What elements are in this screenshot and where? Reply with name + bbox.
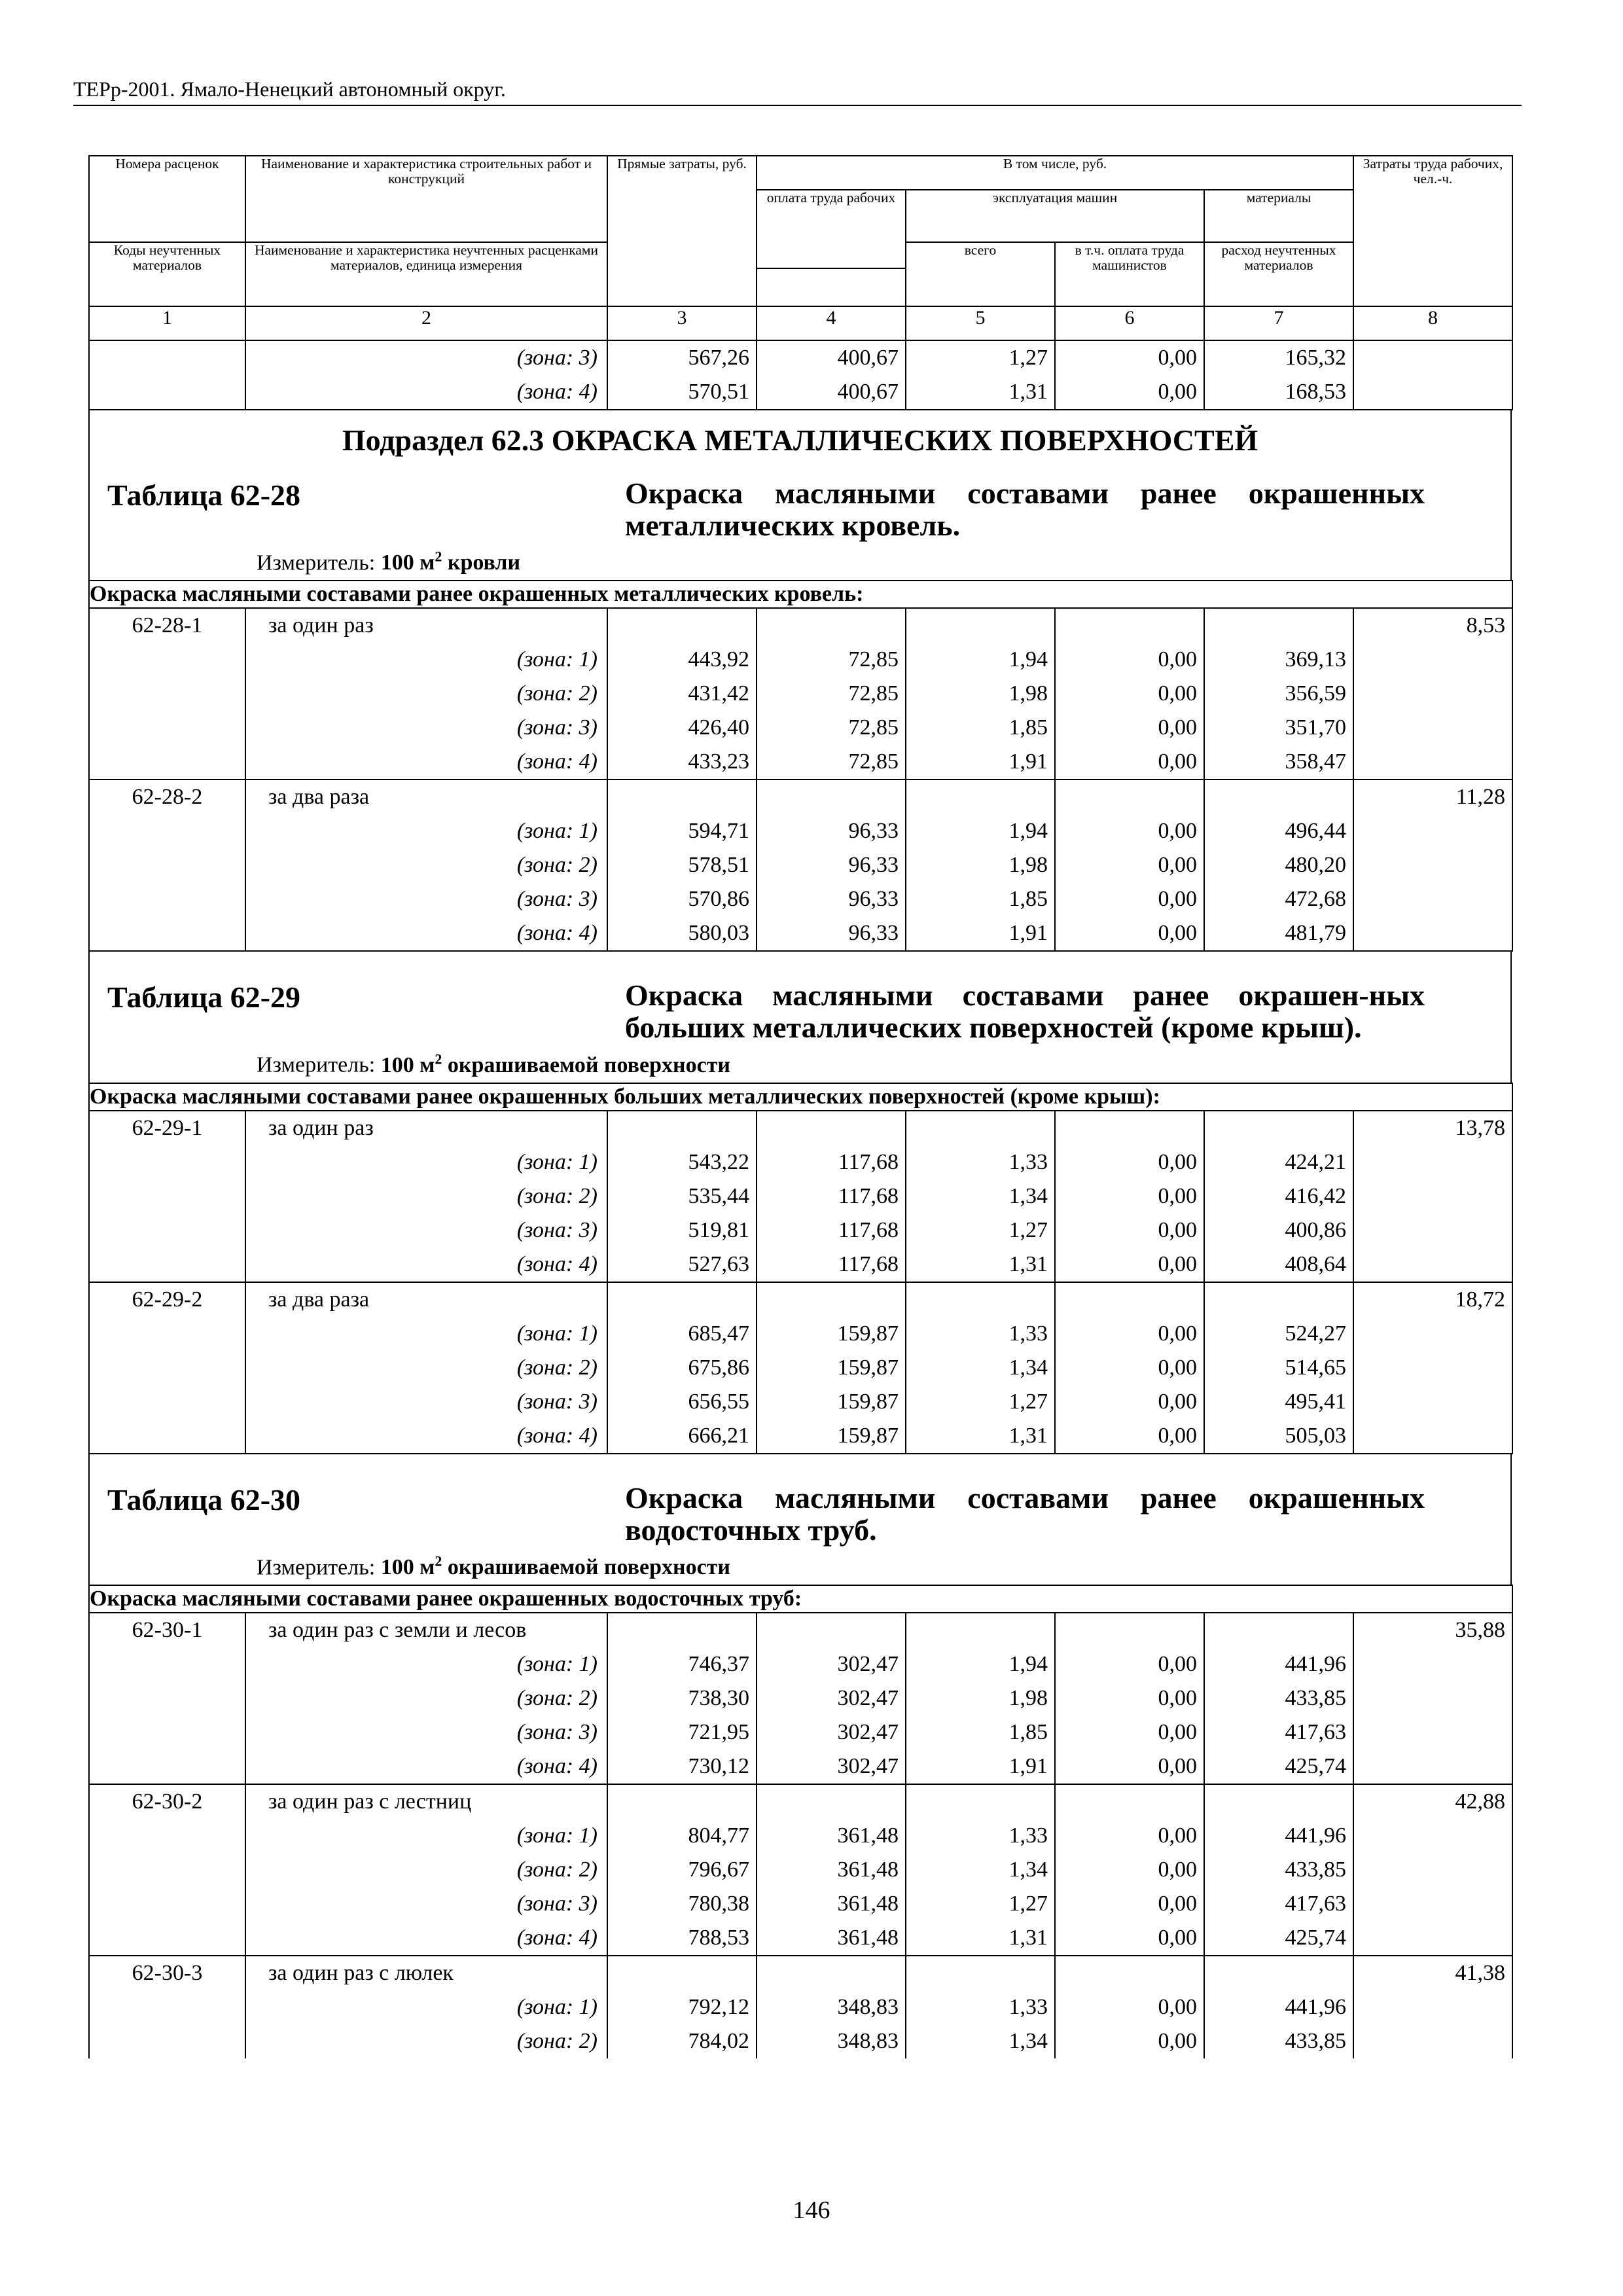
direct-costs-cell bbox=[607, 340, 757, 410]
rate-item-row bbox=[89, 1613, 1512, 1784]
materials-value: 472,68 bbox=[1285, 887, 1346, 912]
header-col-number: 3 bbox=[607, 306, 757, 340]
zone-label: (зона: 2) bbox=[516, 681, 597, 706]
labor-pay-value: 72,85 bbox=[848, 681, 899, 706]
zone-label: (зона: 3) bbox=[516, 346, 597, 370]
rate-code: 62-30-1 bbox=[132, 1617, 203, 1642]
materials-value: 514,65 bbox=[1285, 1355, 1346, 1380]
zone-label: (зона: 4) bbox=[516, 1925, 597, 1950]
header-col-number: 5 bbox=[906, 306, 1055, 340]
zone-label: (зона: 1) bbox=[516, 1321, 597, 1346]
direct-cost-value: 431,42 bbox=[688, 681, 749, 706]
machines-total-value: 1,31 bbox=[1008, 380, 1048, 404]
labor-pay-value: 96,33 bbox=[848, 887, 899, 912]
materials-value: 417,63 bbox=[1285, 1891, 1346, 1916]
labor-pay-value: 348,83 bbox=[837, 1994, 899, 2019]
machines-total-value: 1,34 bbox=[1008, 1857, 1048, 1882]
table-62-30 bbox=[88, 1585, 1513, 2058]
direct-cost-value: 519,81 bbox=[688, 1217, 749, 1242]
labor-hours-value: 8,53 bbox=[1466, 613, 1506, 638]
rate-description: за два раза bbox=[268, 1287, 370, 1312]
measure-unit-name: кровли bbox=[442, 550, 521, 575]
zone-label: (зона: 2) bbox=[516, 853, 597, 878]
measure-unit-name: окрашиваемой поверхности bbox=[442, 1052, 730, 1077]
labor-pay-value: 400,67 bbox=[837, 346, 899, 370]
machines-total-value: 1,34 bbox=[1008, 1355, 1048, 1380]
machines-total-value: 1,27 bbox=[1008, 346, 1048, 370]
direct-cost-value: 570,51 bbox=[688, 380, 749, 404]
zone-label: (зона: 3) bbox=[516, 1389, 597, 1414]
machines-total-value: 1,85 bbox=[1008, 887, 1048, 912]
header-machines: эксплуатация машин bbox=[906, 190, 1204, 242]
machines-total-value: 1,91 bbox=[1008, 749, 1048, 774]
materials-value: 433,85 bbox=[1285, 1857, 1346, 1882]
header-material-name: Наименование и характеристика неучтенных расценками материалов, единица измерения bbox=[245, 242, 607, 306]
zone-label: (зона: 3) bbox=[516, 1719, 597, 1744]
direct-cost-value: 656,55 bbox=[688, 1389, 749, 1414]
rate-description: за один раз bbox=[268, 613, 374, 638]
machines-total-value: 1,94 bbox=[1008, 1651, 1048, 1676]
machinists-pay-value: 0,00 bbox=[1158, 647, 1197, 672]
direct-cost-value: 443,92 bbox=[688, 647, 749, 672]
zone-label: (зона: 1) bbox=[516, 1994, 597, 2019]
materials-value: 441,96 bbox=[1285, 1994, 1346, 2019]
machinists-pay-value: 0,00 bbox=[1158, 1891, 1197, 1916]
zone-label: (зона: 1) bbox=[516, 819, 597, 844]
machines-total-value: 1,31 bbox=[1008, 1925, 1048, 1950]
direct-cost-value: 578,51 bbox=[688, 853, 749, 878]
materials-value: 481,79 bbox=[1285, 921, 1346, 946]
labor-pay-value: 361,48 bbox=[837, 1857, 899, 1882]
measure-sup: 2 bbox=[435, 548, 442, 565]
machines-total-value: 1,94 bbox=[1008, 819, 1048, 844]
labor-pay-value: 361,48 bbox=[837, 1925, 899, 1950]
zone-label: (зона: 1) bbox=[516, 1651, 597, 1676]
machinists-pay-value: 0,00 bbox=[1158, 346, 1197, 370]
materials-value: 496,44 bbox=[1285, 819, 1346, 844]
direct-cost-value: 788,53 bbox=[688, 1925, 749, 1950]
zone-label: (зона: 2) bbox=[516, 1183, 597, 1208]
measure-unit bbox=[257, 544, 1510, 580]
header-rule bbox=[73, 105, 1522, 106]
header-unaccounted-materials: расход неучтенных материалов bbox=[1204, 242, 1353, 306]
labor-pay-value: 302,47 bbox=[837, 1651, 899, 1676]
table-name: Окраска масляными составами ранее окрашенных металлических кровель. bbox=[625, 476, 1425, 542]
labor-pay-value: 159,87 bbox=[837, 1423, 899, 1448]
materials-value: 505,03 bbox=[1285, 1423, 1346, 1448]
labor-hours-value: 42,88 bbox=[1455, 1789, 1506, 1814]
measure-value: 100 м bbox=[380, 1554, 435, 1579]
header-machinists-pay: в т.ч. оплата труда машинистов bbox=[1055, 242, 1204, 306]
header-material-codes: Коды неучтенных материалов bbox=[89, 242, 245, 306]
direct-cost-value: 594,71 bbox=[688, 819, 749, 844]
zone-label: (зона: 4) bbox=[516, 1251, 597, 1276]
direct-cost-value: 543,22 bbox=[688, 1149, 749, 1174]
materials-value: 408,64 bbox=[1285, 1251, 1346, 1276]
running-header: ТЕРр-2001. Ямало-Ненецкий автономный округ. bbox=[73, 77, 506, 101]
machines-total-value: 1,98 bbox=[1008, 853, 1048, 878]
machinists-pay-value: 0,00 bbox=[1158, 1857, 1197, 1882]
machinists-pay-value: 0,00 bbox=[1158, 1217, 1197, 1242]
labor-pay-value: 72,85 bbox=[848, 749, 899, 774]
rate-item-row bbox=[89, 780, 1512, 951]
labor-pay-value: 361,48 bbox=[837, 1823, 899, 1848]
machines-total-value: 1,85 bbox=[1008, 1719, 1048, 1744]
direct-cost-value: 666,21 bbox=[688, 1423, 749, 1448]
table-62-29 bbox=[88, 1083, 1513, 1454]
machinists-pay-value: 0,00 bbox=[1158, 681, 1197, 706]
zone-label: (зона: 3) bbox=[516, 887, 597, 912]
zone-label: (зона: 2) bbox=[516, 1857, 597, 1882]
measure-sup: 2 bbox=[435, 1050, 442, 1067]
header-work-name: Наименование и характеристика строительных работ и конструкций bbox=[245, 156, 607, 242]
measure-unit bbox=[257, 1046, 1510, 1082]
header-col-number: 7 bbox=[1204, 306, 1353, 340]
rate-description: за один раз с земли и лесов bbox=[268, 1617, 527, 1642]
machines-total-cell bbox=[906, 340, 1055, 410]
materials-value: 495,41 bbox=[1285, 1389, 1346, 1414]
machinists-pay-value: 0,00 bbox=[1158, 1321, 1197, 1346]
header-col-number: 6 bbox=[1055, 306, 1204, 340]
labor-hours-cell bbox=[1353, 340, 1512, 410]
machines-total-value: 1,31 bbox=[1008, 1423, 1048, 1448]
labor-hours-value: 13,78 bbox=[1455, 1115, 1506, 1140]
direct-cost-value: 426,40 bbox=[688, 715, 749, 740]
machinists-pay-value: 0,00 bbox=[1158, 1149, 1197, 1174]
measure-prefix: Измеритель: bbox=[257, 550, 381, 575]
column-header-table bbox=[88, 155, 1513, 341]
machinists-pay-value: 0,00 bbox=[1158, 1355, 1197, 1380]
labor-pay-value: 96,33 bbox=[848, 921, 899, 946]
labor-pay-value: 159,87 bbox=[837, 1389, 899, 1414]
header-machines-total: всего bbox=[906, 242, 1055, 306]
direct-cost-value: 730,12 bbox=[688, 1753, 749, 1778]
machines-total-value: 1,31 bbox=[1008, 1251, 1048, 1276]
table-62-28-header bbox=[88, 409, 1512, 580]
rate-item-row bbox=[89, 1111, 1512, 1282]
direct-cost-value: 570,86 bbox=[688, 887, 749, 912]
table-label: Таблица 62-28 bbox=[107, 478, 301, 512]
table-name: Окраска масляными составами ранее окрашен-ных больших металлических поверхностей (кроме крыш). bbox=[625, 978, 1425, 1045]
labor-hours-value: 41,38 bbox=[1455, 1960, 1506, 1985]
direct-cost-value: 796,67 bbox=[688, 1857, 749, 1882]
materials-cell bbox=[1204, 340, 1353, 410]
rate-description: за два раза bbox=[268, 785, 370, 810]
table-62-28 bbox=[88, 580, 1513, 952]
direct-cost-value: 746,37 bbox=[688, 1651, 749, 1676]
materials-value: 433,85 bbox=[1285, 2028, 1346, 2053]
labor-pay-value: 96,33 bbox=[848, 853, 899, 878]
machinists-pay-value: 0,00 bbox=[1158, 1753, 1197, 1778]
rate-tables bbox=[88, 155, 1512, 2058]
machinists-pay-value: 0,00 bbox=[1158, 1823, 1197, 1848]
machinists-pay-cell bbox=[1055, 340, 1204, 410]
labor-pay-value: 302,47 bbox=[837, 1685, 899, 1710]
materials-value: 358,47 bbox=[1285, 749, 1346, 774]
header-direct-costs: Прямые затраты, руб. bbox=[607, 156, 757, 306]
machinists-pay-value: 0,00 bbox=[1158, 1423, 1197, 1448]
direct-cost-value: 721,95 bbox=[688, 1719, 749, 1744]
header-labor-hours: Затраты труда рабочих, чел.-ч. bbox=[1353, 156, 1512, 306]
labor-hours-value: 11,28 bbox=[1455, 785, 1506, 810]
zone-cell bbox=[245, 340, 607, 410]
labor-pay-value: 302,47 bbox=[837, 1753, 899, 1778]
rate-description: за один раз с люлек bbox=[268, 1960, 454, 1985]
machines-total-value: 1,94 bbox=[1008, 647, 1048, 672]
machines-total-value: 1,27 bbox=[1008, 1217, 1048, 1242]
labor-pay-value: 96,33 bbox=[848, 819, 899, 844]
machinists-pay-value: 0,00 bbox=[1158, 1925, 1197, 1950]
zone-label: (зона: 4) bbox=[516, 1423, 597, 1448]
measure-unit bbox=[257, 1549, 1510, 1585]
machines-total-value: 1,27 bbox=[1008, 1389, 1048, 1414]
machines-total-value: 1,33 bbox=[1008, 1321, 1048, 1346]
machinists-pay-value: 0,00 bbox=[1158, 1994, 1197, 2019]
zone-label: (зона: 4) bbox=[516, 921, 597, 946]
labor-pay-value: 72,85 bbox=[848, 715, 899, 740]
machines-total-value: 1,33 bbox=[1008, 1823, 1048, 1848]
rate-description: за один раз bbox=[268, 1115, 374, 1140]
zone-label: (зона: 3) bbox=[516, 1891, 597, 1916]
labor-pay-value: 117,68 bbox=[838, 1251, 899, 1276]
direct-cost-value: 804,77 bbox=[688, 1823, 749, 1848]
page-number: 146 bbox=[793, 2197, 830, 2224]
machinists-pay-value: 0,00 bbox=[1158, 1719, 1197, 1744]
machinists-pay-value: 0,00 bbox=[1158, 1651, 1197, 1676]
materials-value: 441,96 bbox=[1285, 1651, 1346, 1676]
rate-description: за один раз с лестниц bbox=[268, 1789, 472, 1814]
zone-label: (зона: 2) bbox=[516, 1355, 597, 1380]
rate-code: 62-30-2 bbox=[132, 1789, 203, 1814]
machinists-pay-value: 0,00 bbox=[1158, 715, 1197, 740]
labor-hours-value: 18,72 bbox=[1455, 1287, 1506, 1312]
machinists-pay-value: 0,00 bbox=[1158, 887, 1197, 912]
labor-pay-value: 117,68 bbox=[838, 1217, 899, 1242]
materials-value: 356,59 bbox=[1285, 681, 1346, 706]
direct-cost-value: 685,47 bbox=[688, 1321, 749, 1346]
header-rate-numbers: Номера расценок bbox=[89, 156, 245, 242]
machines-total-value: 1,27 bbox=[1008, 1891, 1048, 1916]
machinists-pay-value: 0,00 bbox=[1158, 1183, 1197, 1208]
materials-value: 441,96 bbox=[1285, 1823, 1346, 1848]
materials-value: 400,86 bbox=[1285, 1217, 1346, 1242]
machinists-pay-value: 0,00 bbox=[1158, 1685, 1197, 1710]
zone-label: (зона: 3) bbox=[516, 1217, 597, 1242]
header-col-number: 4 bbox=[757, 306, 906, 340]
labor-pay-value: 348,83 bbox=[837, 2028, 899, 2053]
direct-cost-value: 580,03 bbox=[688, 921, 749, 946]
header-col-number: 8 bbox=[1353, 306, 1512, 340]
measure-prefix: Измеритель: bbox=[257, 1052, 381, 1077]
table-label: Таблица 62-29 bbox=[107, 980, 301, 1014]
table-label: Таблица 62-30 bbox=[107, 1482, 301, 1516]
table-62-30-header bbox=[88, 1453, 1512, 1585]
table-62-29-header bbox=[88, 950, 1512, 1082]
machines-total-value: 1,34 bbox=[1008, 1183, 1048, 1208]
carryover-table bbox=[88, 340, 1513, 410]
machinists-pay-value: 0,00 bbox=[1158, 380, 1197, 404]
machines-total-value: 1,33 bbox=[1008, 1994, 1048, 2019]
machines-total-value: 1,98 bbox=[1008, 681, 1048, 706]
group-title: Окраска масляными составами ранее окрашенных металлических кровель: bbox=[89, 581, 1512, 608]
rate-code: 62-29-2 bbox=[132, 1287, 203, 1312]
materials-value: 425,74 bbox=[1285, 1753, 1346, 1778]
labor-pay-value: 400,67 bbox=[837, 380, 899, 404]
measure-sup: 2 bbox=[435, 1552, 442, 1570]
header-materials: материалы bbox=[1204, 190, 1353, 242]
header-col-number: 2 bbox=[245, 306, 607, 340]
machinists-pay-value: 0,00 bbox=[1158, 749, 1197, 774]
machinists-pay-value: 0,00 bbox=[1158, 1251, 1197, 1276]
labor-hours-value: 35,88 bbox=[1455, 1617, 1506, 1642]
direct-cost-value: 675,86 bbox=[688, 1355, 749, 1380]
table-name: Окраска масляными составами ранее окрашенных водосточных труб. bbox=[625, 1480, 1425, 1547]
labor-pay-value: 361,48 bbox=[837, 1891, 899, 1916]
subsection-title: Подраздел 62.3 ОКРАСКА МЕТАЛЛИЧЕСКИХ ПОВЕРХНОСТЕЙ bbox=[342, 423, 1258, 457]
materials-value: 417,63 bbox=[1285, 1719, 1346, 1744]
zone-label: (зона: 2) bbox=[516, 2028, 597, 2053]
materials-value: 369,13 bbox=[1285, 647, 1346, 672]
zone-label: (зона: 4) bbox=[516, 749, 597, 774]
measure-unit-name: окрашиваемой поверхности bbox=[442, 1554, 730, 1579]
labor-pay-value: 117,68 bbox=[838, 1149, 899, 1174]
materials-value: 424,21 bbox=[1285, 1149, 1346, 1174]
zone-label: (зона: 4) bbox=[516, 1753, 597, 1778]
direct-cost-value: 527,63 bbox=[688, 1251, 749, 1276]
direct-cost-value: 784,02 bbox=[688, 2028, 749, 2053]
header-labor-pay: оплата труда рабочих bbox=[757, 190, 906, 268]
header-col-number: 1 bbox=[89, 306, 245, 340]
zone-label: (зона: 1) bbox=[516, 1823, 597, 1848]
materials-value: 425,74 bbox=[1285, 1925, 1346, 1950]
materials-value: 480,20 bbox=[1285, 853, 1346, 878]
group-title: Окраска масляными составами ранее окрашенных больших металлических поверхностей (кроме крыш): bbox=[89, 1083, 1512, 1111]
labor-pay-value: 72,85 bbox=[848, 647, 899, 672]
rate-item-row bbox=[89, 1784, 1512, 1956]
materials-value: 524,27 bbox=[1285, 1321, 1346, 1346]
direct-cost-value: 792,12 bbox=[688, 1994, 749, 2019]
machines-total-value: 1,98 bbox=[1008, 1685, 1048, 1710]
rate-code: 62-29-1 bbox=[132, 1115, 203, 1140]
rate-code: 62-28-1 bbox=[132, 613, 203, 638]
measure-value: 100 м bbox=[380, 550, 435, 575]
materials-value: 165,32 bbox=[1285, 346, 1346, 370]
measure-prefix: Измеритель: bbox=[257, 1554, 381, 1579]
labor-pay-value: 117,68 bbox=[838, 1183, 899, 1208]
direct-cost-value: 780,38 bbox=[688, 1891, 749, 1916]
direct-cost-value: 535,44 bbox=[688, 1183, 749, 1208]
labor-pay-value: 159,87 bbox=[837, 1321, 899, 1346]
machinists-pay-value: 0,00 bbox=[1158, 819, 1197, 844]
labor-pay-cell bbox=[757, 340, 906, 410]
rate-code: 62-30-3 bbox=[132, 1960, 203, 1985]
direct-cost-value: 433,23 bbox=[688, 749, 749, 774]
rate-item-row bbox=[89, 1282, 1512, 1454]
group-title: Окраска масляными составами ранее окрашенных водосточных труб: bbox=[89, 1585, 1512, 1613]
machines-total-value: 1,85 bbox=[1008, 715, 1048, 740]
zone-label: (зона: 1) bbox=[516, 1149, 597, 1174]
materials-value: 351,70 bbox=[1285, 715, 1346, 740]
materials-value: 433,85 bbox=[1285, 1685, 1346, 1710]
rate-item-row bbox=[89, 608, 1512, 780]
rate-code: 62-28-2 bbox=[132, 785, 203, 810]
direct-cost-value: 738,30 bbox=[688, 1685, 749, 1710]
direct-cost-value: 567,26 bbox=[688, 346, 749, 370]
materials-value: 416,42 bbox=[1285, 1183, 1346, 1208]
machines-total-value: 1,91 bbox=[1008, 1753, 1048, 1778]
zone-label: (зона: 2) bbox=[516, 1685, 597, 1710]
header-including: В том числе, руб. bbox=[757, 156, 1353, 190]
labor-pay-value: 302,47 bbox=[837, 1719, 899, 1744]
machinists-pay-value: 0,00 bbox=[1158, 1389, 1197, 1414]
machinists-pay-value: 0,00 bbox=[1158, 921, 1197, 946]
code-cell bbox=[89, 340, 245, 410]
measure-value: 100 м bbox=[380, 1052, 435, 1077]
labor-pay-value: 159,87 bbox=[837, 1355, 899, 1380]
materials-value: 168,53 bbox=[1285, 380, 1346, 404]
rate-item-row bbox=[89, 1956, 1512, 2058]
zone-label: (зона: 1) bbox=[516, 647, 597, 672]
machinists-pay-value: 0,00 bbox=[1158, 2028, 1197, 2053]
machines-total-value: 1,91 bbox=[1008, 921, 1048, 946]
machinists-pay-value: 0,00 bbox=[1158, 853, 1197, 878]
zone-label: (зона: 4) bbox=[516, 380, 597, 404]
machines-total-value: 1,34 bbox=[1008, 2028, 1048, 2053]
machines-total-value: 1,33 bbox=[1008, 1149, 1048, 1174]
zone-label: (зона: 3) bbox=[516, 715, 597, 740]
